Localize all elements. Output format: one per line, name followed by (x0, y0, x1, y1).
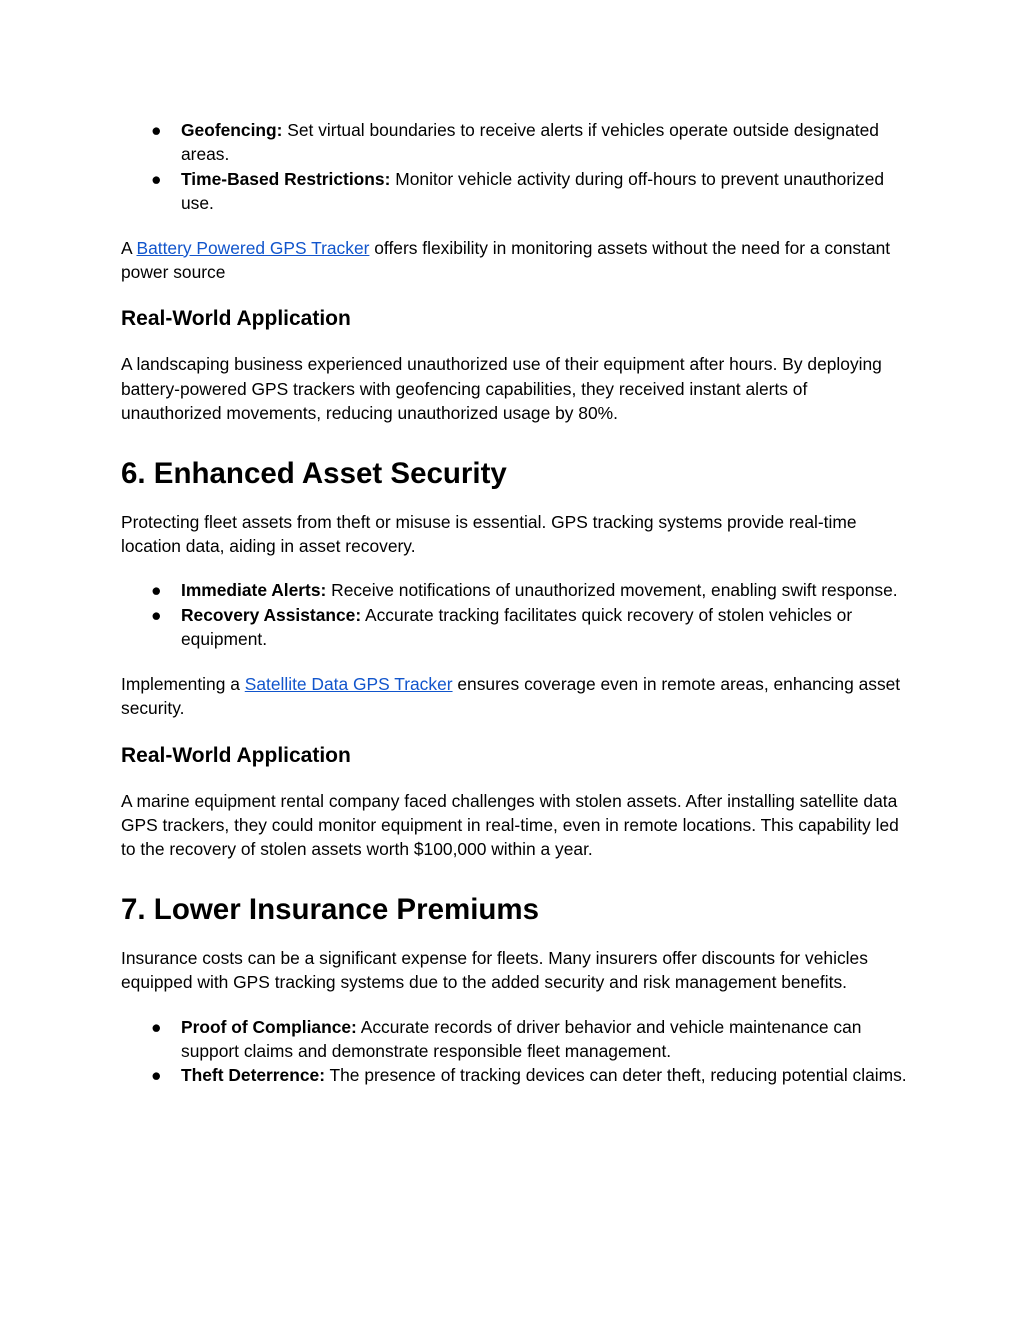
list-item-immediate-alerts (121, 578, 911, 602)
paragraph-text: offers flexibility in monitoring assets without the need for a constant power source (121, 237, 891, 283)
bullet-term: Immediate Alerts: (181, 580, 327, 601)
bullet-icon: ● (151, 1016, 162, 1037)
battery-powered-gps-tracker-link[interactable]: Battery Powered GPS Tracker (136, 237, 370, 258)
satellite-tracker-paragraph (121, 672, 911, 721)
bullet-text: The presence of tracking devices can deter theft, reducing potential claims. (325, 1065, 907, 1086)
bullet-term: Proof of Compliance: (181, 1016, 357, 1037)
section-heading-lower-insurance-premiums: 7. Lower Insurance Premiums (121, 892, 540, 926)
bullet-term: Recovery Assistance: (181, 604, 362, 625)
list-item-recovery-assistance (121, 603, 911, 652)
document-page (121, 118, 911, 1088)
satellite-data-gps-tracker-link[interactable]: Satellite Data GPS Tracker (244, 673, 453, 694)
security-bullet-list (121, 578, 911, 651)
paragraph-text: ensures coverage even in remote areas, enhancing asset security. (121, 673, 901, 719)
feature-bullet-list (121, 118, 911, 216)
list-item-proof-of-compliance (121, 1015, 911, 1064)
bullet-term: Theft Deterrence: (181, 1065, 325, 1086)
bullet-icon: ● (151, 168, 162, 189)
bullet-text: Receive notifications of unauthorized movement, enabling swift response. (326, 580, 898, 601)
case-study-paragraph: A landscaping business experienced unauthorized use of their equipment after hours. By deploying battery-powered GPS trackers with geofencing capabilities, they received instant alerts of unauthorized movements, reducing unauthorized usage by 80%. (121, 354, 882, 424)
bullet-text: Set virtual boundaries to receive alerts if vehicles operate outside designated areas. (181, 120, 879, 165)
insurance-bullet-list (121, 1015, 911, 1088)
bullet-text: Accurate records of driver behavior and vehicle maintenance can support claims and demonstrate responsible fleet management. (181, 1016, 862, 1061)
section-intro-paragraph: Protecting fleet assets from theft or misuse is essential. GPS tracking systems provide real-time location data, aiding in asset recovery. (121, 511, 857, 557)
paragraph-text: A (121, 237, 137, 258)
bullet-icon: ● (151, 120, 162, 140)
bullet-icon: ● (151, 604, 162, 625)
list-item-time-based-restrictions (121, 167, 911, 216)
battery-tracker-paragraph (121, 236, 911, 285)
paragraph-text: Implementing a (121, 673, 245, 694)
bullet-icon: ● (151, 1065, 162, 1086)
bullet-term: Time-Based Restrictions: (181, 168, 391, 189)
bullet-text: Accurate tracking facilitates quick recovery of stolen vehicles or equipment. (181, 604, 853, 650)
case-study-paragraph: A marine equipment rental company faced challenges with stolen assets. After installing satellite data GPS trackers, they could monitor equipment in real-time, even in remote locations. This capability led to the recovery of stolen assets worth $100,000 within a year. (121, 790, 899, 860)
subheading-real-world-application: Real-World Application (121, 307, 351, 331)
subheading-real-world-application: Real-World Application (121, 743, 351, 767)
bullet-text: Monitor vehicle activity during off-hours to prevent unauthorized use. (181, 168, 885, 214)
list-item-theft-deterrence (121, 1063, 911, 1087)
section-intro-paragraph: Insurance costs can be a significant expense for fleets. Many insurers offer discounts for vehicles equipped with GPS tracking systems due to the added security and risk management benefits. (121, 947, 868, 993)
section-heading-enhanced-asset-security: 6. Enhanced Asset Security (121, 456, 507, 490)
bullet-term: Geofencing: (181, 120, 283, 140)
list-item-geofencing (121, 118, 911, 167)
bullet-icon: ● (151, 580, 162, 601)
